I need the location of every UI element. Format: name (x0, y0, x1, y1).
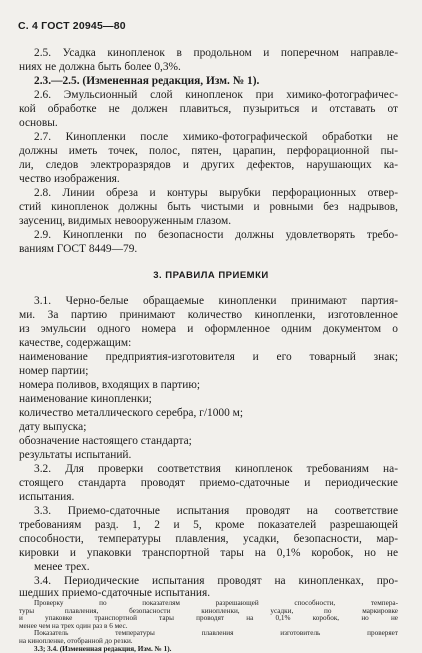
text-line: 2.6. Эмульсионный слой кинопленок при химико-фотографичес- (34, 89, 398, 101)
text-line: испытания. (19, 491, 75, 503)
text-line: Показатель температуры плавления изготовитель проверяет (34, 629, 398, 638)
text-line: кой обработке не должен плавиться, пузыриться и отставать от (19, 103, 398, 115)
text-line: ми. За партию принимают количество кинопленки, изготовленное (19, 309, 398, 321)
text-line: 3.4. Периодические испытания проводят на кинопленках, про- (34, 575, 398, 587)
text-line: результаты испытаний. (19, 449, 132, 461)
text-line: и упаковке транспортной тары проводят на 0,1% коробок, но не (19, 614, 398, 623)
text-line: наименование кинопленки; (19, 393, 152, 405)
text-line: должны иметь точек, полос, пятен, царапин, перфорационной пы- (19, 145, 398, 157)
page-header: С. 4 ГОСТ 20945—80 (18, 20, 126, 32)
text-line: ниях не должна быть более 0,3%. (19, 61, 181, 73)
text-line: номер партии; (19, 365, 89, 377)
text-line: чество изображения. (19, 173, 120, 185)
text-line: из эмульсии одного номера и оформленное одним документом о (19, 323, 398, 335)
text-line: 2.7. Кинопленки после химико-фотографической обработки не (34, 131, 398, 143)
text-line: шедших приемо-сдаточные испытания. (19, 587, 211, 599)
text-line: 2.8. Линии обреза и контуры вырубки перфорационных отвер- (34, 187, 398, 199)
text-line: 2.5. Усадка кинопленок в продольном и поперечном направле- (34, 47, 398, 59)
text-line: 3.2. Для проверки соответствия кинопленок требованиям на- (34, 463, 398, 475)
text-line: 2.3.—2.5. (Измененная редакция, Изм. № 1). (34, 75, 260, 87)
text-line: туры плавления, безопасности кинопленки, усадки, по маркировке (19, 606, 398, 615)
text-line: на кинопленке, отобранной до резки. (19, 637, 133, 645)
text-line: 2.9. Кинопленки по безопасности должны удовлетворять требо- (34, 229, 398, 241)
text-line: менее трех. (34, 561, 90, 573)
text-line: 3.3; 3.4. (Измененная редакция, Изм. № 1). (34, 644, 172, 653)
text-line: наименование предприятия-изготовителя и его товарный знак; (19, 351, 398, 363)
text-line: основы. (19, 117, 58, 129)
text-line: количество металлического серебра, г/1000 м; (19, 407, 244, 419)
text-line: заусениц, видимых невооруженным глазом. (19, 215, 232, 227)
text-line: менее чем на трех один раз в 6 мес. (19, 621, 128, 630)
text-line: 3.3. Приемо-сдаточные испытания проводят на соответствие (34, 505, 398, 517)
text-line: кировки и упаковки транспортной тары на 0,1% коробок, но не (19, 547, 398, 559)
text-line: дату выпуска; (19, 421, 87, 433)
text-line: стий кинопленок должны быть чистыми и ровными без надрывов, (19, 201, 398, 213)
text-line: 3.1. Черно-белые обращаемые кинопленки принимают партия- (34, 295, 398, 307)
text-line: стоящего стандарта проводят приемо-сдаточные и периодические (19, 477, 398, 489)
text-line: качестве, содержащим: (19, 337, 132, 349)
text-line: требованиям разд. 1, 2 и 5, кроме показателей разрешающей (19, 519, 398, 531)
text-line: способности, температуры плавления, усадки, безопасности, мар- (19, 533, 398, 545)
text-line: ваниям ГОСТ 8449—79. (19, 243, 138, 255)
text-line: обозначение настоящего стандарта; (19, 435, 192, 447)
text-line: Проверку по показателям разрешающей способности, темпера- (34, 599, 398, 607)
text-line: номера поливов, входящих в партию; (19, 379, 201, 391)
section-title: 3. ПРАВИЛА ПРИЕМКИ (153, 270, 269, 281)
text-line: ли, следов электроразрядов и других дефектов, нарушающих ка- (19, 159, 398, 171)
